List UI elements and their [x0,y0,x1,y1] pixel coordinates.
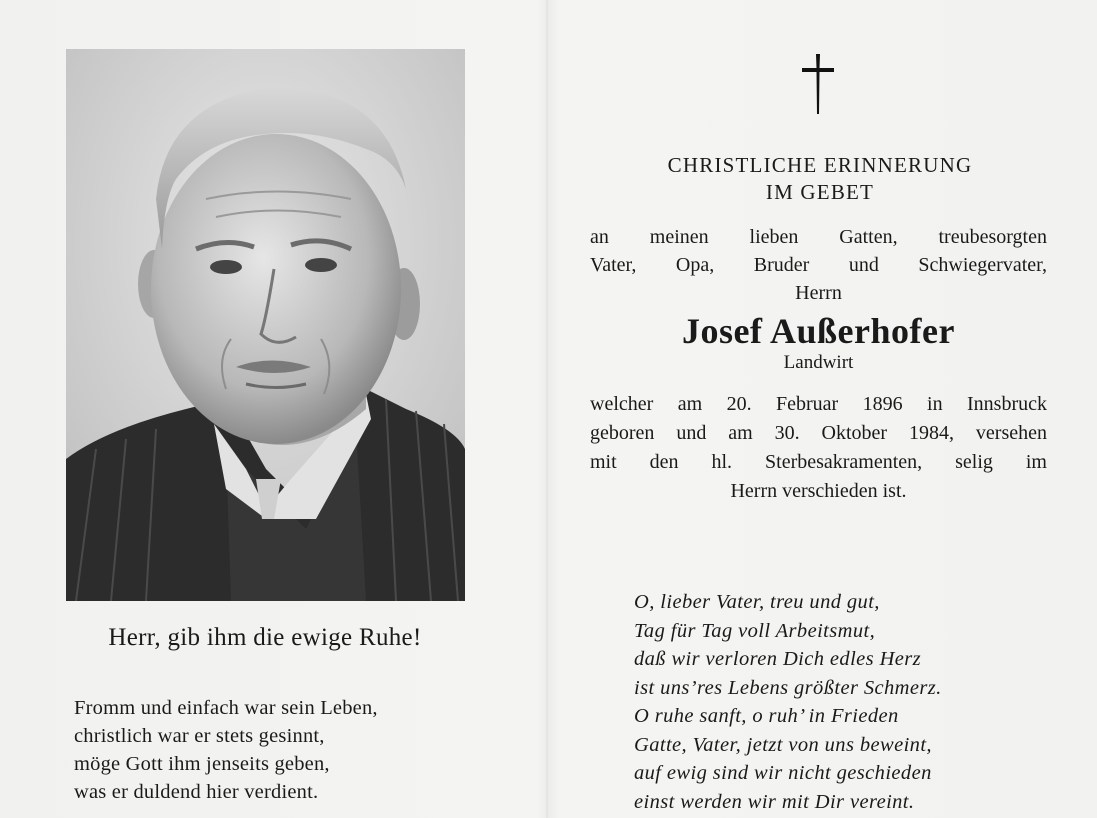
intro-line: Herrn [795,282,842,304]
poem-line: Tag für Tag voll Arbeitsmut, [634,619,876,642]
intro-text [590,223,1047,307]
bio-line: mit den hl. Sterbesakramenten, selig im [590,451,1047,473]
poem-line: einst werden wir mit Dir vereint. [634,790,915,813]
heading-line: IM GEBET [765,180,875,204]
poem-line: auf ewig sind wir nicht geschieden [634,762,932,784]
card-heading [600,152,1040,206]
poem-line: O ruhe sanft, o ruh’ in Frieden [634,705,899,727]
poem-line: möge Gott ihm jenseits geben, [74,753,330,775]
cross-icon [800,52,836,116]
poem-line: ist uns’res Lebens größter Schmerz. [634,676,942,699]
bio-line: geboren und am 30. Oktober 1984, versehen [590,422,1047,444]
poem-line: christlich war er stets gesinnt, [74,725,325,747]
right-poem [634,588,1054,816]
poem-line: daß wir verloren Dich edles Herz [634,648,922,670]
heading-line: CHRISTLICHE ERINNERUNG [667,153,973,177]
fold-line [546,0,548,818]
bio-line: welcher am 20. Februar 1896 in Innsbruck [590,393,1047,415]
poem-line: Fromm und einfach war sein Leben, [74,697,378,719]
poem-line: Gatte, Vater, jetzt von uns beweint, [634,733,932,756]
portrait-photo [66,49,465,601]
left-poem [74,694,494,806]
intro-line: an meinen lieben Gatten, treubesorgten [590,226,1047,248]
portrait-illustration [66,49,465,601]
poem-line: O, lieber Vater, treu und gut, [634,591,880,613]
poem-line: was er duldend hier verdient. [74,781,319,803]
deceased-name: Josef Außerhofer [682,311,955,351]
psalm-line: Herr, gib ihm die ewige Ruhe! [108,624,422,651]
intro-line: Vater, Opa, Bruder und Schwiegervater, [590,254,1047,276]
bio-text [590,390,1047,506]
bio-line: Herrn verschieden ist. [730,480,907,502]
occupation: Landwirt [783,352,854,373]
